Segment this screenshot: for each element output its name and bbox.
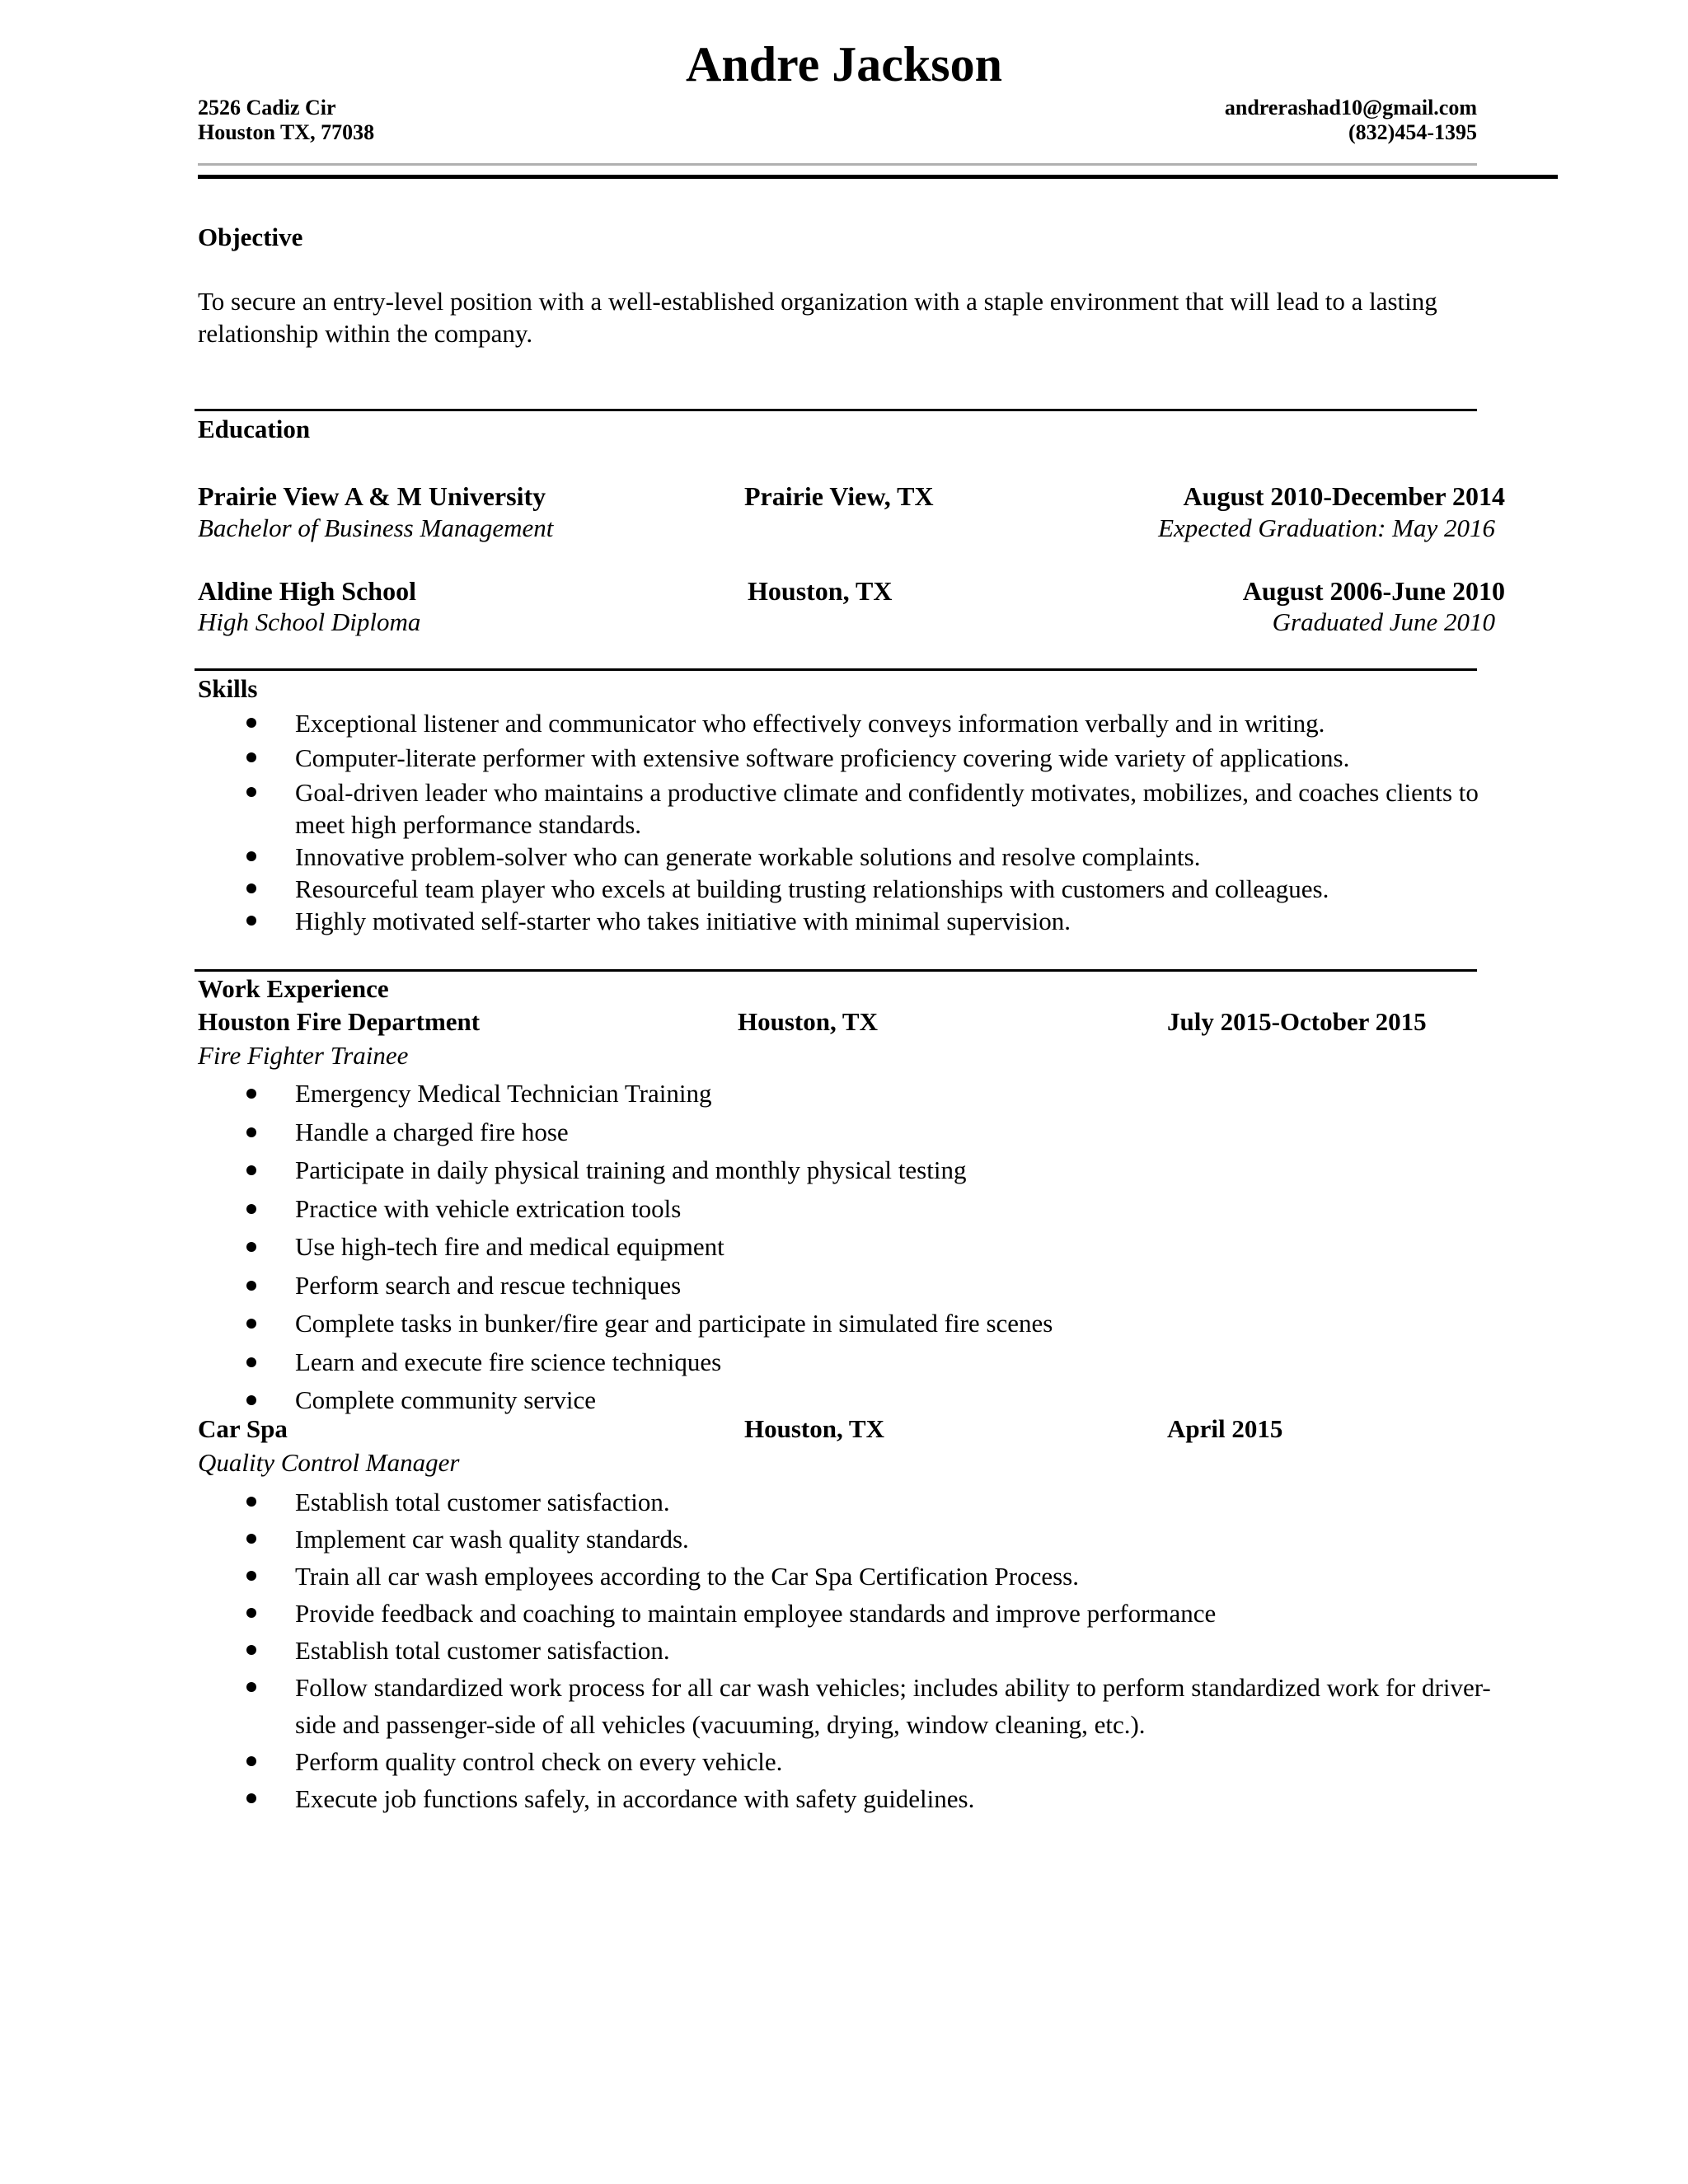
bullet-icon <box>246 916 256 926</box>
skill-item: Highly motivated self-starter who takes initiative with minimal supervision. <box>198 905 1484 937</box>
bullet-icon <box>246 1127 256 1137</box>
education-degree: Bachelor of Business Management <box>198 513 554 542</box>
job-role: Fire Fighter Trainee <box>198 1041 409 1070</box>
education-note: Graduated June 2010 <box>1272 607 1495 636</box>
job-dates: April 2015 <box>1167 1414 1283 1443</box>
job-role: Quality Control Manager <box>198 1448 460 1477</box>
education-title: Education <box>198 415 311 443</box>
duty-item: Establish total customer satisfaction. <box>198 1632 1517 1669</box>
duty-item: Execute job functions safely, in accordance with safety guidelines. <box>198 1780 1517 1817</box>
duty-item: Learn and execute fire science techniques <box>198 1343 1484 1382</box>
duty-item: Perform search and rescue techniques <box>198 1267 1484 1305</box>
skill-item: Exceptional listener and communicator who effectively conveys information verbally and in writing. <box>198 707 1484 739</box>
work-rule <box>195 969 1477 972</box>
education-location: Houston, TX <box>748 576 893 606</box>
bullet-icon <box>246 1608 256 1618</box>
address-line-1: 2526 Cadiz Cir <box>198 96 336 120</box>
job-duties-list <box>198 1483 1517 1817</box>
skill-item: Computer-literate performer with extensive software proficiency covering wide variety of applications. <box>198 742 1484 774</box>
duty-item: Provide feedback and coaching to maintain employee standards and improve performance <box>198 1595 1517 1632</box>
email[interactable]: andrerashad10@gmail.com <box>1224 96 1477 120</box>
skills-rule <box>195 668 1477 671</box>
bullet-icon <box>246 1204 256 1214</box>
bullet-icon <box>246 1395 256 1405</box>
education-rule <box>195 409 1477 411</box>
duty-item: Complete community service <box>198 1381 1484 1420</box>
resume-name: Andre Jackson <box>686 37 1002 91</box>
bullet-icon <box>246 1645 256 1655</box>
duty-item: Complete tasks in bunker/fire gear and participate in simulated fire scenes <box>198 1305 1484 1343</box>
header-rule-thin <box>198 163 1477 166</box>
job-employer: Car Spa <box>198 1414 288 1443</box>
work-title: Work Experience <box>198 974 389 1003</box>
education-school: Prairie View A & M University <box>198 481 546 511</box>
bullet-icon <box>246 1534 256 1544</box>
skill-item: Goal-driven leader who maintains a productive climate and confidently motivates, mobilizes, and coaches clients to meet high performance standards. <box>198 776 1484 841</box>
bullet-icon <box>246 1242 256 1252</box>
education-location: Prairie View, TX <box>744 481 934 511</box>
duty-item: Train all car wash employees according to the Car Spa Certification Process. <box>198 1558 1517 1595</box>
education-school: Aldine High School <box>198 576 416 606</box>
duty-item: Practice with vehicle extrication tools <box>198 1190 1484 1229</box>
duty-item: Implement car wash quality standards. <box>198 1521 1517 1558</box>
education-dates: August 2010-December 2014 <box>1183 481 1505 511</box>
address-line-2: Houston TX, 77038 <box>198 120 375 144</box>
bullet-icon <box>246 787 256 797</box>
objective-text: To secure an entry-level position with a well-established organization with a staple environment that will lead to a lasting relationship within the company. <box>198 287 1437 348</box>
education-dates: August 2006-June 2010 <box>1242 576 1505 606</box>
bullet-icon <box>246 1756 256 1766</box>
skill-item: Innovative problem-solver who can generate workable solutions and resolve complaints. <box>198 841 1484 873</box>
education-degree: High School Diploma <box>198 607 421 636</box>
bullet-icon <box>246 851 256 861</box>
duty-item: Establish total customer satisfaction. <box>198 1483 1517 1521</box>
job-dates: July 2015-October 2015 <box>1167 1007 1427 1036</box>
education-note: Expected Graduation: May 2016 <box>1158 513 1495 542</box>
bullet-icon <box>246 718 256 728</box>
bullet-icon <box>246 1281 256 1291</box>
duty-item: Emergency Medical Technician Training <box>198 1075 1484 1113</box>
job-location: Houston, TX <box>744 1414 884 1443</box>
phone: (832)454-1395 <box>1348 120 1477 144</box>
duty-item: Handle a charged fire hose <box>198 1113 1484 1152</box>
skill-item: Resourceful team player who excels at building trusting relationships with customers and colleagues. <box>198 873 1484 905</box>
duty-item: Perform quality control check on every vehicle. <box>198 1743 1517 1780</box>
duty-item: Follow standardized work process for all car wash vehicles; includes ability to perform standardized work for driver-side and passenger-side of all vehicles (vacuuming, drying, window cleaning, etc.). <box>198 1669 1517 1743</box>
bullet-icon <box>246 1497 256 1507</box>
bullet-icon <box>246 1165 256 1175</box>
job-duties-list <box>198 1075 1484 1420</box>
bullet-icon <box>246 1357 256 1367</box>
bullet-icon <box>246 1089 256 1099</box>
job-location: Houston, TX <box>738 1007 878 1036</box>
bullet-icon <box>246 1793 256 1803</box>
bullet-icon <box>246 883 256 893</box>
job-employer: Houston Fire Department <box>198 1007 481 1036</box>
bullet-icon <box>246 1571 256 1581</box>
duty-item: Participate in daily physical training and monthly physical testing <box>198 1151 1484 1190</box>
duty-item: Use high-tech fire and medical equipment <box>198 1228 1484 1267</box>
bullet-icon <box>246 1682 256 1692</box>
header-rule-thick <box>198 175 1558 179</box>
bullet-icon <box>246 1319 256 1329</box>
skills-list <box>198 707 1484 937</box>
objective-title: Objective <box>198 223 303 251</box>
bullet-icon <box>246 752 256 762</box>
skills-title: Skills <box>198 674 258 703</box>
